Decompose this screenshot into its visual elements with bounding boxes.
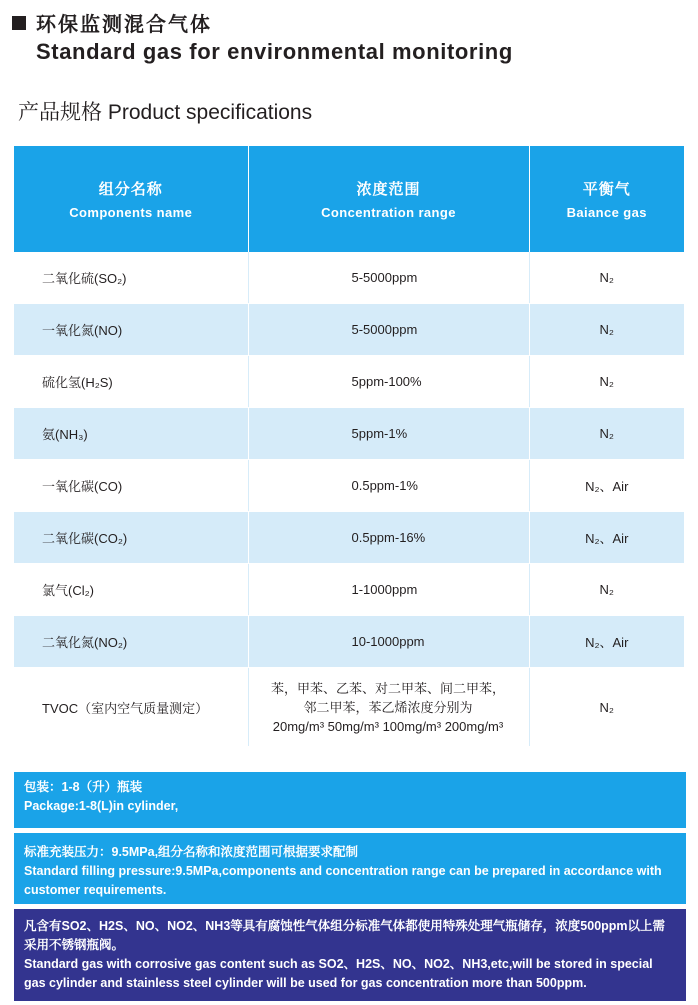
concentration-cell [248, 668, 529, 747]
table-row-tvoc [14, 668, 684, 747]
balance-cell: N₂ [529, 304, 684, 356]
table-row [14, 408, 684, 460]
column-header-components [14, 146, 248, 252]
concentration-line: 苯，甲苯、乙苯、对二甲苯、间二甲苯， [270, 680, 505, 696]
component-cell: 二氧化碳(CO₂) [14, 512, 248, 564]
balance-cell: N₂、Air [529, 616, 684, 668]
table-row [14, 304, 684, 356]
concentration-cell: 5-5000ppm [248, 252, 529, 304]
concentration-line: 邻二甲苯，苯乙烯浓度分别为 [303, 699, 473, 715]
component-cell: 硫化氢(H₂S) [14, 356, 248, 408]
pressure-note-cn: 标准充装压力：9.5MPa,组分名称和浓度范围可根据要求配制 [24, 845, 359, 859]
table-row [14, 252, 684, 304]
package-note [14, 772, 686, 828]
corrosive-note-en: Standard gas with corrosive gas content such as SO2、H2S、NO、NO2、NH3,etc,will be stored in special gas cylinder and stainless steel cylinder will be used for gas concentration more than 500ppm. [24, 957, 653, 990]
balance-cell: N₂ [529, 564, 684, 616]
concentration-cell: 1-1000ppm [248, 564, 529, 616]
corrosive-note-cn: 凡含有SO2、H2S、NO、NO2、NH3等具有腐蚀性气体组分标准气体都使用特殊处理气瓶储存，浓度500ppm以上需采用不锈钢瓶阀。 [24, 919, 666, 952]
corrosive-gas-note [14, 909, 686, 1001]
title-en: Standard gas for environmental monitoring [36, 39, 513, 64]
column-header-balance [529, 146, 684, 252]
balance-cell: N₂、Air [529, 460, 684, 512]
column-header-concentration [248, 146, 529, 252]
spec-table [14, 146, 684, 747]
pressure-note [14, 833, 686, 904]
table-row [14, 564, 684, 616]
component-cell: 一氧化氮(NO) [14, 304, 248, 356]
component-cell: 氨(NH₃) [14, 408, 248, 460]
concentration-cell: 5ppm-1% [248, 408, 529, 460]
concentration-cell: 10-1000ppm [248, 616, 529, 668]
column-header-en: Concentration range [321, 205, 456, 220]
component-cell: 二氧化氮(NO₂) [14, 616, 248, 668]
title-cn [12, 8, 692, 37]
package-note-cn: 包装：1-8（升）瓶装 [24, 780, 143, 794]
concentration-cell: 5ppm-100% [248, 356, 529, 408]
column-header-en: Components name [69, 205, 193, 220]
pressure-note-en: Standard filling pressure:9.5MPa,components and concentration range can be prepared in accordance with customer requirements. [24, 864, 662, 897]
component-cell: 氯气(Cl₂) [14, 564, 248, 616]
table-row [14, 616, 684, 668]
component-cell: 一氧化碳(CO) [14, 460, 248, 512]
column-header-cn: 平衡气 [582, 181, 631, 198]
table-header-row [14, 146, 684, 252]
title-cn-text: 环保监测混合气体 [36, 14, 212, 36]
balance-cell: N₂ [529, 668, 684, 747]
header [12, 8, 692, 65]
balance-cell: N₂、Air [529, 512, 684, 564]
balance-cell: N₂ [529, 408, 684, 460]
concentration-cell: 0.5ppm-16% [248, 512, 529, 564]
concentration-cell: 5-5000ppm [248, 304, 529, 356]
balance-cell: N₂ [529, 252, 684, 304]
concentration-line: 20mg/m³ 50mg/m³ 100mg/m³ 200mg/m³ [272, 718, 504, 734]
spec-table-container [14, 146, 684, 747]
column-header-en: Baiance gas [566, 205, 647, 220]
package-note-en: Package:1-8(L)in cylinder, [24, 799, 179, 813]
balance-cell: N₂ [529, 356, 684, 408]
black-square-icon [12, 16, 26, 30]
table-row [14, 356, 684, 408]
column-header-cn: 浓度范围 [356, 181, 421, 198]
concentration-cell: 0.5ppm-1% [248, 460, 529, 512]
table-row [14, 512, 684, 564]
column-header-cn: 组分名称 [98, 181, 163, 198]
component-cell: 二氧化硫(SO₂) [14, 252, 248, 304]
table-row [14, 460, 684, 512]
component-cell: TVOC（室内空气质量测定） [14, 668, 248, 747]
spec-heading: 产品规格 Product specifications [18, 101, 313, 124]
